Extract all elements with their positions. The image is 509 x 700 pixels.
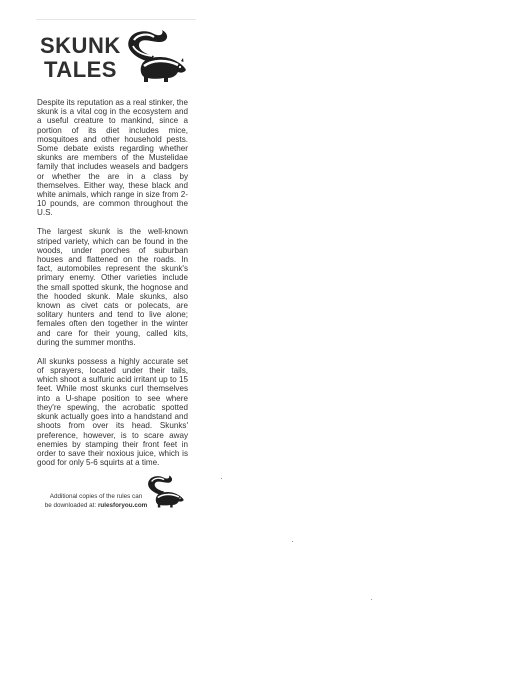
scan-speck [221,478,222,479]
paragraph-2: The largest skunk is the well-known striped variety, which can be found in the woods, under porches of suburban houses and flattened on the roads. In fact, automobiles represent the skunk's primary enemy. Other varieties include the small spotted skunk, the hognose and the hooded skunk. Male skunks, also known as civet cats or polecats, are solitary hunters and tend to live alone; females often den together in the winter and care for their young, called kits, during the summer months. [37,227,188,347]
article-body [37,98,188,477]
top-divider [36,19,196,20]
title-line-1: SKUNK [40,33,121,58]
download-note-line-1: Additional copies of the rules can [49,493,143,500]
download-note [36,493,156,510]
paragraph-1: Despite its reputation as a real stinker, the skunk is a vital cog in the ecosystem and a useful creature to mankind, since a portion of its diet includes mice, mosquitoes and other household pests. Some debate exists regarding whether skunks are members of the Mustelidae family that includes weasels and badgers or whether the are in a class by themselves. Either way, these black and white animals, which range in size from 2-10 pounds, are common throughout the U.S. [37,98,188,218]
paragraph-3: All skunks possess a highly accurate set of sprayers, located under their tails, which shoot a sulfuric acid irritant up to 15 feet. While most skunks curl themselves into a U-shape position to see where they're spewing, the acrobatic spotted skunk actually goes into a handstand and shoots from over its head. Skunks' preference, however, is to scare away enemies by stamping their front feet in order to save their noxious juice, which is good for only 5-6 squirts at a time. [37,356,188,468]
download-note-line-2 [36,502,156,511]
scan-speck [371,599,372,600]
skunk-icon [120,28,188,86]
download-note-prefix: be downloaded at: [44,501,98,509]
title-line-2: TALES [44,57,117,82]
scan-speck [292,541,293,542]
download-url-link[interactable]: rulesforyou.com [97,501,148,509]
